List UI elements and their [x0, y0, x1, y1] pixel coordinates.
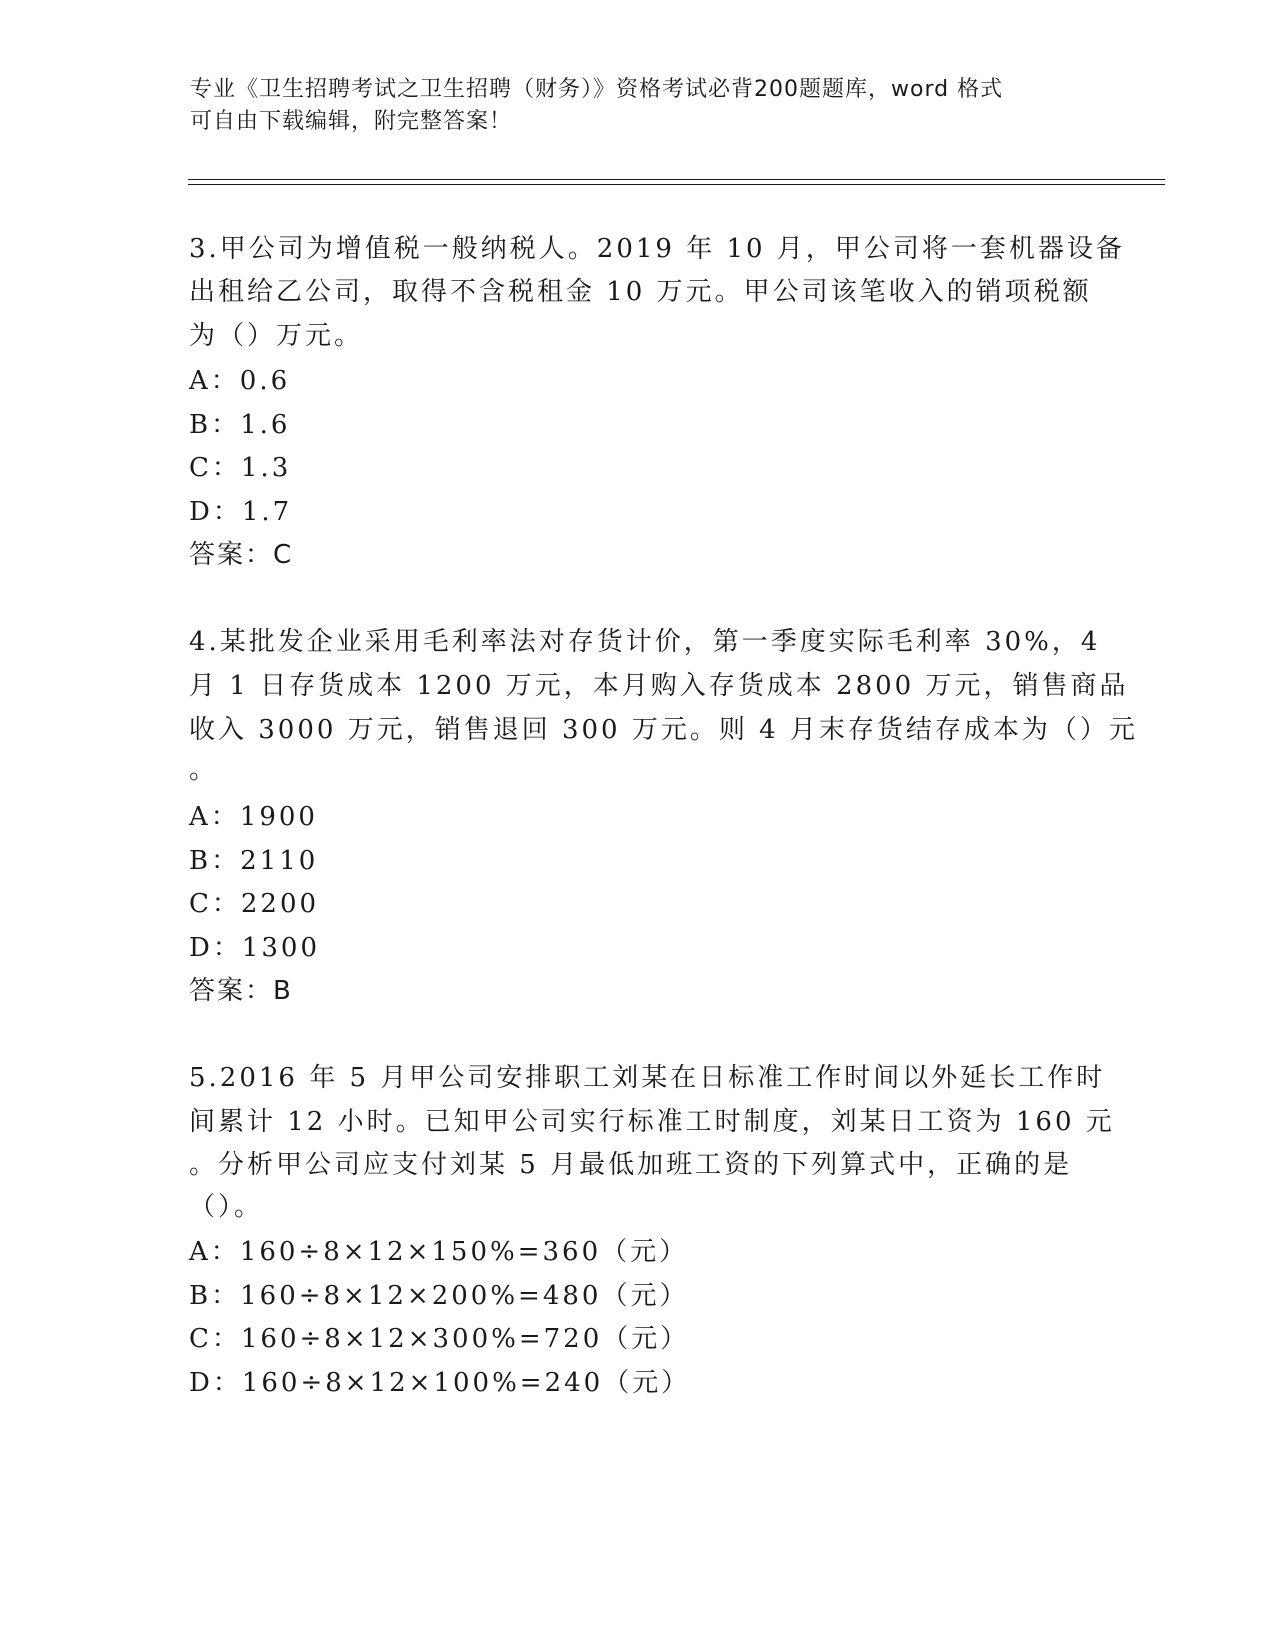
question-stem-line: 3.甲公司为增值税一般纳税人。2019 年 10 月，甲公司将一套机器设备	[189, 234, 1125, 264]
header-divider-top	[188, 179, 1165, 180]
document-header	[190, 74, 1090, 138]
question-stem-line: 收入 3000 万元，销售退回 300 万元。则 4 月末存货结存成本为（）元	[189, 715, 1138, 745]
option-c: C：1.3	[189, 453, 292, 483]
option-b: B：160÷8×12×200%=480（元）	[189, 1281, 689, 1311]
option-a: A：0.6	[189, 366, 291, 396]
question-stem-line: 月 1 日存货成本 1200 万元，本月购入存货成本 2800 万元，销售商品	[189, 671, 1129, 701]
option-d: D：1300	[189, 933, 321, 963]
header-divider-bottom	[188, 184, 1165, 185]
question-stem-line: 为（）万元。	[189, 321, 364, 351]
option-a: A：160÷8×12×150%=360（元）	[189, 1237, 689, 1267]
header-line-2: 可自由下载编辑，附完整答案！	[190, 109, 513, 134]
answer-line: 答案：C	[189, 540, 294, 570]
question-stem-line: 出租给乙公司，取得不含税租金 10 万元。甲公司该笔收入的销项税额	[189, 277, 1092, 307]
header-line-1: 专业《卫生招聘考试之卫生招聘（财务）》资格考试必背200题题库，word 格式	[190, 77, 1004, 102]
option-c: C：160÷8×12×300%=720（元）	[189, 1324, 690, 1354]
answer-line: 答案：B	[189, 976, 293, 1006]
option-c: C：2200	[189, 889, 320, 919]
question-stem-line: 。	[189, 755, 219, 785]
question-stem-line: 。分析甲公司应支付刘某 5 月最低加班工资的下列算式中，正确的是	[189, 1150, 1073, 1180]
option-d: D：1.7	[189, 497, 293, 527]
question-stem-line: 4.某批发企业采用毛利率法对存货计价，第一季度实际毛利率 30%，4	[189, 627, 1101, 657]
option-d: D：160÷8×12×100%=240（元）	[189, 1368, 691, 1398]
question-stem-line: （）。	[189, 1192, 264, 1222]
option-b: B：1.6	[189, 410, 291, 440]
question-stem-line: 5.2016 年 5 月甲公司安排职工刘某在日标准工作时间以外延长工作时	[189, 1063, 1106, 1093]
option-b: B：2110	[189, 846, 319, 876]
question-stem-line: 间累计 12 小时。已知甲公司实行标准工时制度，刘某日工资为 160 元	[189, 1107, 1115, 1137]
option-a: A：1900	[189, 802, 318, 832]
